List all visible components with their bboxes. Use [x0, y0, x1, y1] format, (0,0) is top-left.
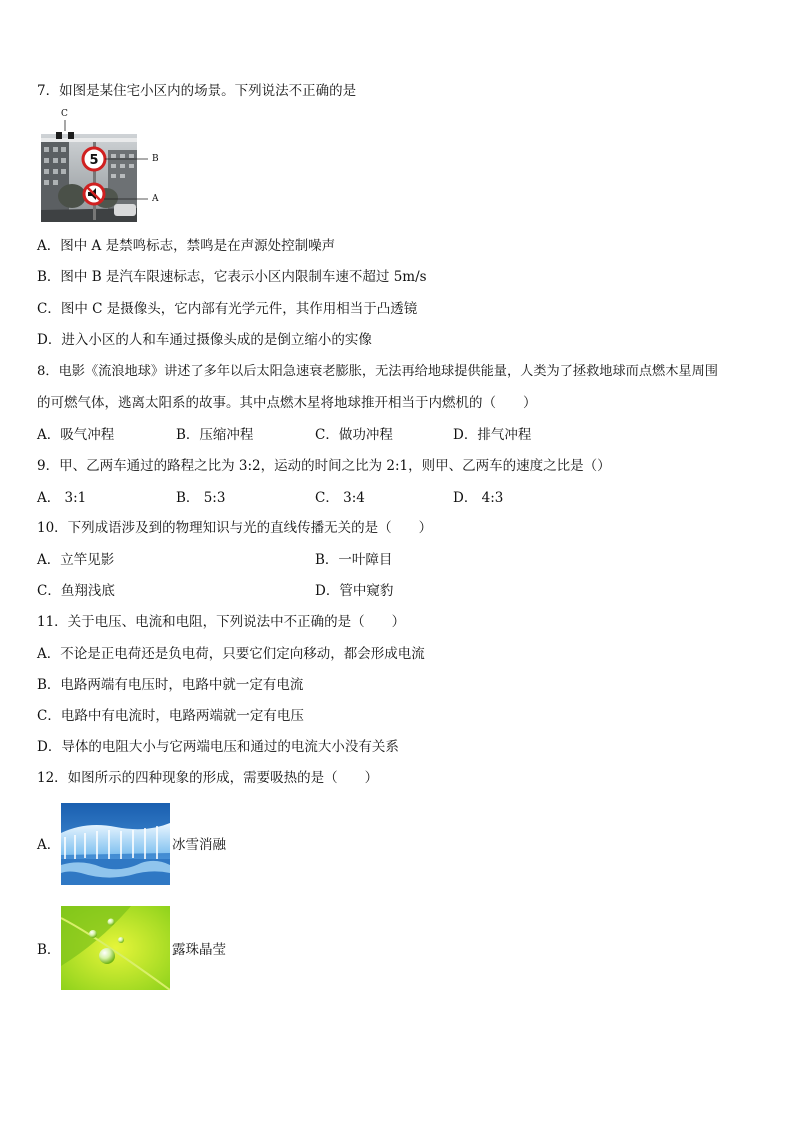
q8-stem-line2: 的可燃气体，逃离太阳系的故事。其中点燃木星将地球推开相当于内燃机的（ ） — [37, 395, 537, 411]
q7-street-scene-figure — [38, 109, 168, 224]
q12-option-b-letter: B． — [37, 942, 61, 958]
q8-option-d: D．排气冲程 — [453, 427, 532, 443]
q9-option-a: A． 3:1 — [37, 490, 87, 506]
q11-stem: 11．关于电压、电流和电阻，下列说法中不正确的是（ ） — [37, 614, 406, 630]
street-scene-photo — [38, 112, 168, 224]
speed-limit-number: 5 — [89, 153, 99, 168]
q11-option-d: D．导体的电阻大小与它两端电压和通过的电流大小没有关系 — [37, 739, 399, 755]
figure-label-c: C — [61, 109, 68, 119]
q7-option-c: C．图中 C 是摄像头，它内部有光学元件，其作用相当于凸透镜 — [37, 301, 418, 317]
melting-ice-image — [61, 803, 170, 885]
q8-option-b: B．压缩冲程 — [176, 427, 254, 443]
dewdrop-leaf-image — [61, 906, 170, 990]
q12-stem: 12．如图所示的四种现象的形成，需要吸热的是（ ） — [37, 770, 379, 786]
q12-option-a-caption: 冰雪消融 — [172, 837, 226, 853]
q12-option-b-caption: 露珠晶莹 — [172, 942, 226, 958]
q7-option-a: A．图中 A 是禁鸣标志，禁鸣是在声源处控制噪声 — [37, 238, 336, 254]
q10-option-a: A．立竿见影 — [37, 552, 115, 568]
q10-option-b: B．一叶障目 — [315, 552, 393, 568]
figure-label-b: B — [152, 154, 159, 164]
q8-stem-line1: 8．电影《流浪地球》讲述了多年以后太阳急速衰老膨胀，无法再给地球提供能量，人类为了拯救地球而点燃木星周围 — [37, 364, 718, 379]
q8-option-a: A．吸气冲程 — [37, 427, 115, 443]
q9-option-d: D． 4:3 — [453, 490, 504, 506]
q8-option-c: C．做功冲程 — [315, 427, 393, 443]
q10-option-c: C．鱼翔浅底 — [37, 583, 115, 599]
q11-option-c: C．电路中有电流时，电路两端就一定有电压 — [37, 708, 304, 724]
q12-option-a-letter: A． — [37, 837, 61, 853]
q11-option-a: A．不论是正电荷还是负电荷，只要它们定向移动，都会形成电流 — [37, 646, 425, 662]
q10-option-d: D．管中窥豹 — [315, 583, 394, 599]
q11-option-b: B．电路两端有电压时，电路中就一定有电流 — [37, 677, 304, 693]
q9-option-b: B． 5:3 — [176, 490, 226, 506]
q9-option-c: C． 3:4 — [315, 490, 365, 506]
q10-stem: 10．下列成语涉及到的物理知识与光的直线传播无关的是（ ） — [37, 520, 433, 536]
q9-stem: 9．甲、乙两车通过的路程之比为 3:2，运动的时间之比为 2:1，则甲、乙两车的速度之比是（） — [37, 458, 611, 474]
q7-stem: 7．如图是某住宅小区内的场景。下列说法不正确的是 — [37, 83, 357, 99]
q7-option-b: B．图中 B 是汽车限速标志，它表示小区内限制车速不超过 5m/s — [37, 269, 427, 285]
q7-option-d: D．进入小区的人和车通过摄像头成的是倒立缩小的实像 — [37, 332, 372, 348]
figure-label-a: A — [152, 194, 159, 204]
